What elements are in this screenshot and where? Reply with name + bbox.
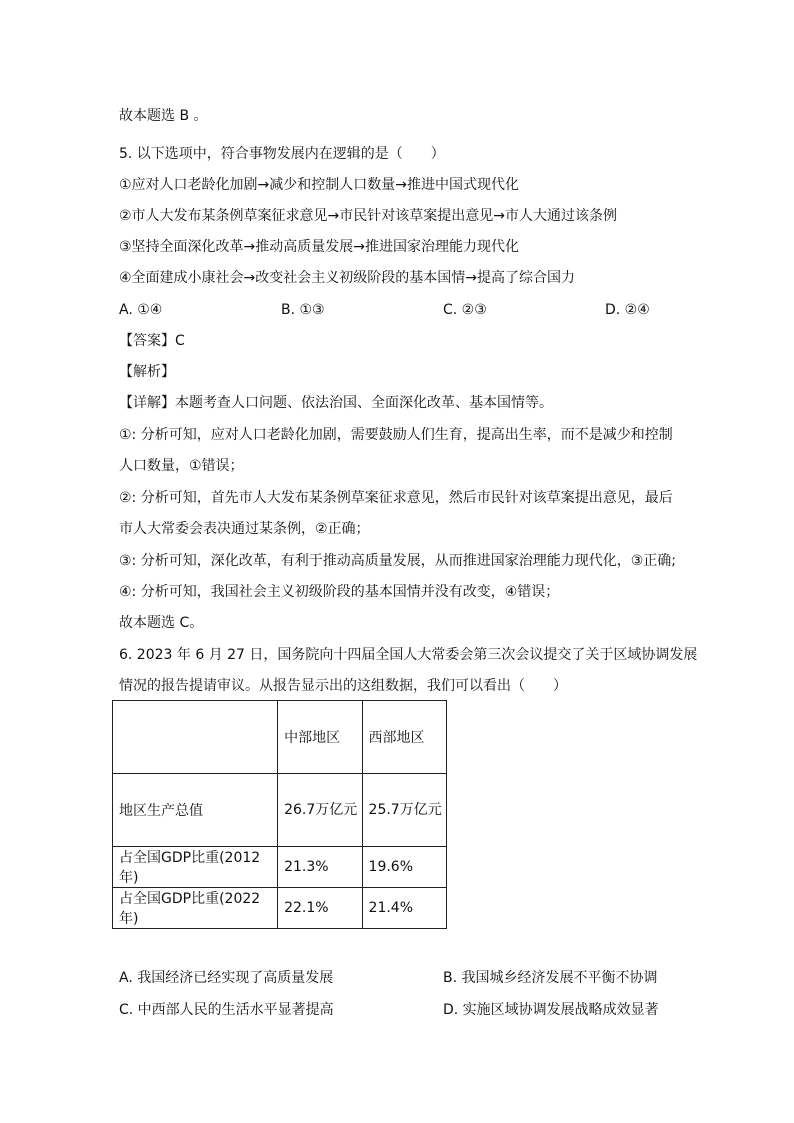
answer-value: C xyxy=(175,333,185,349)
q6-stem-line2: 情况的报告提请审议。从报告显示出的这组数据，我们可以看出（ ） xyxy=(119,678,567,694)
q5-analysis-label: 【解析】 xyxy=(119,364,175,380)
table-row xyxy=(113,774,447,847)
q5-analysis-line: ②: 分析可知，首先市人大发布某条例草案征求意见，然后市民针对该草案提出意见，最后 xyxy=(119,490,673,506)
q6-option-c: C. 中西部人民的生活水平显著提高 xyxy=(119,1002,334,1018)
q5-analysis-line: 人口数量，①错误； xyxy=(119,458,244,474)
table-header-cell: 西部地区 xyxy=(362,701,446,774)
q5-option-c: C. ②③ xyxy=(443,302,487,318)
q5-option-d: D. ②④ xyxy=(605,302,650,318)
table-cell: 21.4% xyxy=(362,888,446,929)
q6-option-a: A. 我国经济已经实现了高质量发展 xyxy=(119,970,334,986)
table-row xyxy=(113,888,447,929)
table-cell: 19.6% xyxy=(362,847,446,888)
table-header-cell xyxy=(113,701,278,774)
q5-analysis-line: 市人大常委会表决通过某条例，②正确； xyxy=(119,521,370,537)
table-cell: 占全国GDP比重(2012年) xyxy=(113,847,278,888)
table-cell: 26.7万亿元 xyxy=(278,774,362,847)
table-header-cell: 中部地区 xyxy=(278,701,362,774)
q5-analysis-line: ①: 分析可知，应对人口老龄化加剧，需要鼓励人们生育，提高出生率，而不是减少和控制 xyxy=(119,427,673,443)
table-cell: 地区生产总值 xyxy=(113,774,278,847)
q6-option-d: D. 实施区域协调发展战略成效显著 xyxy=(443,1002,659,1018)
q5-item-1: ①应对人口老龄化加剧→减少和控制人口数量→推进中国式现代化 xyxy=(119,177,520,193)
table-row xyxy=(113,847,447,888)
region-data-table xyxy=(112,700,447,929)
q5-conclusion: 故本题选 C。 xyxy=(119,615,204,631)
q5-stem: 5. 以下选项中，符合事物发展内在逻辑的是（ ） xyxy=(119,146,445,162)
q5-item-4: ④全面建成小康社会→改变社会主义初级阶段的基本国情→提高了综合国力 xyxy=(119,270,576,286)
q5-option-a: A. ①④ xyxy=(119,302,163,318)
answer-label: 【答案】 xyxy=(119,333,175,349)
previous-conclusion: 故本题选 B 。 xyxy=(119,108,208,124)
q5-item-2: ②市人大发布某条例草案征求意见→市民针对该草案提出意见→市人大通过该条例 xyxy=(119,208,618,224)
q5-analysis-line: ③: 分析可知，深化改革，有利于推动高质量发展，从而推进国家治理能力现代化，③正确; xyxy=(119,553,676,569)
q5-detail: 【详解】本题考查人口问题、依法治国、全面深化改革、基本国情等。 xyxy=(119,395,553,411)
table-header-row xyxy=(113,701,447,774)
q6-option-b: B. 我国城乡经济发展不平衡不协调 xyxy=(443,970,658,986)
table-cell: 占全国GDP比重(2022年) xyxy=(113,888,278,929)
q5-option-b: B. ①③ xyxy=(281,302,325,318)
q5-answer xyxy=(119,331,185,351)
table-cell: 21.3% xyxy=(278,847,362,888)
q5-item-3: ③坚持全面深化改革→推动高质量发展→推进国家治理能力现代化 xyxy=(119,239,520,255)
q6-stem-line1: 6. 2023 年 6 月 27 日，国务院向十四届全国人大常委会第三次会议提交了关于区域协调发展 xyxy=(119,647,698,663)
table-cell: 22.1% xyxy=(278,888,362,929)
q5-analysis-line: ④: 分析可知，我国社会主义初级阶段的基本国情并没有改变，④错误； xyxy=(119,584,560,600)
table-cell: 25.7万亿元 xyxy=(362,774,446,847)
